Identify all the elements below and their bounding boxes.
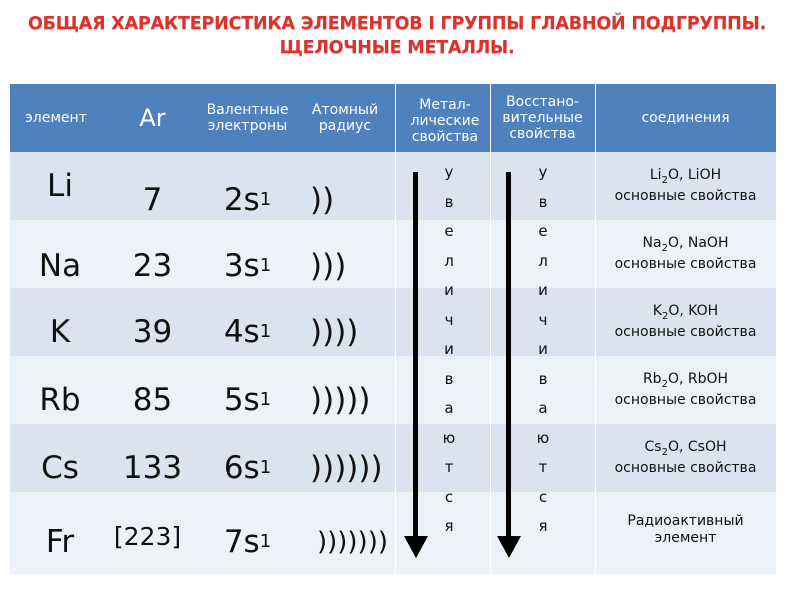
trend-letter: в: [538, 192, 548, 211]
trend-letter: и: [444, 340, 454, 358]
trend-letter: в: [444, 192, 454, 211]
header-element: элемент: [25, 110, 87, 126]
atomic-radius: )): [310, 182, 335, 218]
valence-config: 4s 1: [223, 314, 272, 350]
trend-letter: с: [444, 487, 454, 506]
header-metallic: Метал- лические свойства: [410, 97, 480, 145]
trend-letter: е: [444, 222, 454, 240]
valence-config: 3s 1: [223, 248, 272, 284]
atomic-radius: ))))))): [316, 527, 388, 557]
compounds-cell: $Li_2O$, LiOH основные свойства: [614, 166, 757, 205]
arrow-head-icon: [497, 536, 521, 558]
elements-table: [10, 84, 776, 574]
compounds-cell: $Rb_2O$, RbOH основные свойства: [614, 370, 757, 409]
trend-letter: ю: [536, 428, 550, 447]
page-title: ОБЩАЯ ХАРАКТЕРИСТИКА ЭЛЕМЕНТОВ I ГРУППЫ ГЛАВНОЙ ПОДГРУППЫ.: [27, 14, 767, 34]
column-divider: [490, 84, 491, 574]
atomic-mass: 7: [142, 182, 163, 218]
header-radius: Атомный радиус: [311, 102, 379, 134]
compounds-cell: Радиоактивный элемент: [627, 513, 744, 546]
down-arrow-icon: [506, 172, 511, 542]
trend-letter: у: [444, 163, 454, 181]
valence-config: 7s 1: [223, 524, 272, 560]
trend-letter: а: [444, 399, 454, 417]
atomic-radius: ))): [310, 248, 347, 284]
atomic-mass: [223]: [113, 521, 182, 551]
atomic-mass: 39: [132, 314, 173, 350]
header-valence: Валентные электроны: [206, 102, 289, 134]
column-divider: [395, 84, 396, 574]
element-symbol: Li: [47, 168, 73, 204]
trend-letter: и: [538, 340, 548, 358]
trend-letter: в: [444, 369, 454, 388]
trend-letter: ю: [442, 428, 456, 447]
trend-letter: л: [538, 251, 548, 270]
valence-config: 6s 1: [223, 450, 272, 486]
metallic-trend-label: [434, 158, 464, 542]
arrow-head-icon: [404, 536, 428, 558]
atomic-mass: 23: [132, 248, 173, 284]
page-subtitle: ЩЕЛОЧНЫЕ МЕТАЛЛЫ.: [279, 38, 515, 58]
trend-letter: ч: [538, 310, 548, 329]
trend-letter: т: [444, 458, 454, 476]
atomic-mass: 133: [122, 450, 183, 486]
header-compounds: соединения: [641, 110, 730, 126]
trend-letter: л: [444, 251, 454, 270]
trend-letter: и: [444, 281, 454, 299]
trend-letter: е: [538, 222, 548, 240]
element-symbol: Cs: [41, 450, 79, 486]
header-reducing: Восстано- вительные свойства: [502, 94, 583, 142]
atomic-mass: 85: [132, 382, 173, 418]
atomic-radius: )))))): [310, 450, 383, 486]
reducing-trend-label: [528, 158, 558, 542]
trend-letter: с: [538, 487, 548, 506]
atomic-radius: ))))): [310, 382, 371, 418]
trend-letter: я: [538, 517, 548, 535]
trend-letter: т: [538, 458, 548, 476]
atomic-radius: )))): [310, 314, 359, 350]
trend-letter: а: [538, 399, 548, 417]
trend-letter: и: [538, 281, 548, 299]
trend-letter: ч: [444, 310, 454, 329]
down-arrow-icon: [413, 172, 418, 542]
compounds-cell: $K_2O$, KOH основные свойства: [614, 302, 757, 341]
valence-config: 5s 1: [223, 382, 272, 418]
element-symbol: K: [49, 314, 71, 350]
compounds-cell: $Cs_2O$, CsOH основные свойства: [614, 438, 757, 477]
header-ar: Ar: [139, 104, 166, 132]
trend-letter: я: [444, 517, 454, 535]
element-symbol: Rb: [39, 382, 81, 418]
compounds-cell: $Na_2O$, NaOH основные свойства: [614, 234, 757, 273]
element-symbol: Fr: [45, 524, 75, 560]
trend-letter: в: [538, 369, 548, 388]
valence-config: 2s 1: [223, 182, 272, 218]
trend-letter: у: [538, 163, 548, 181]
element-symbol: Na: [38, 248, 82, 284]
